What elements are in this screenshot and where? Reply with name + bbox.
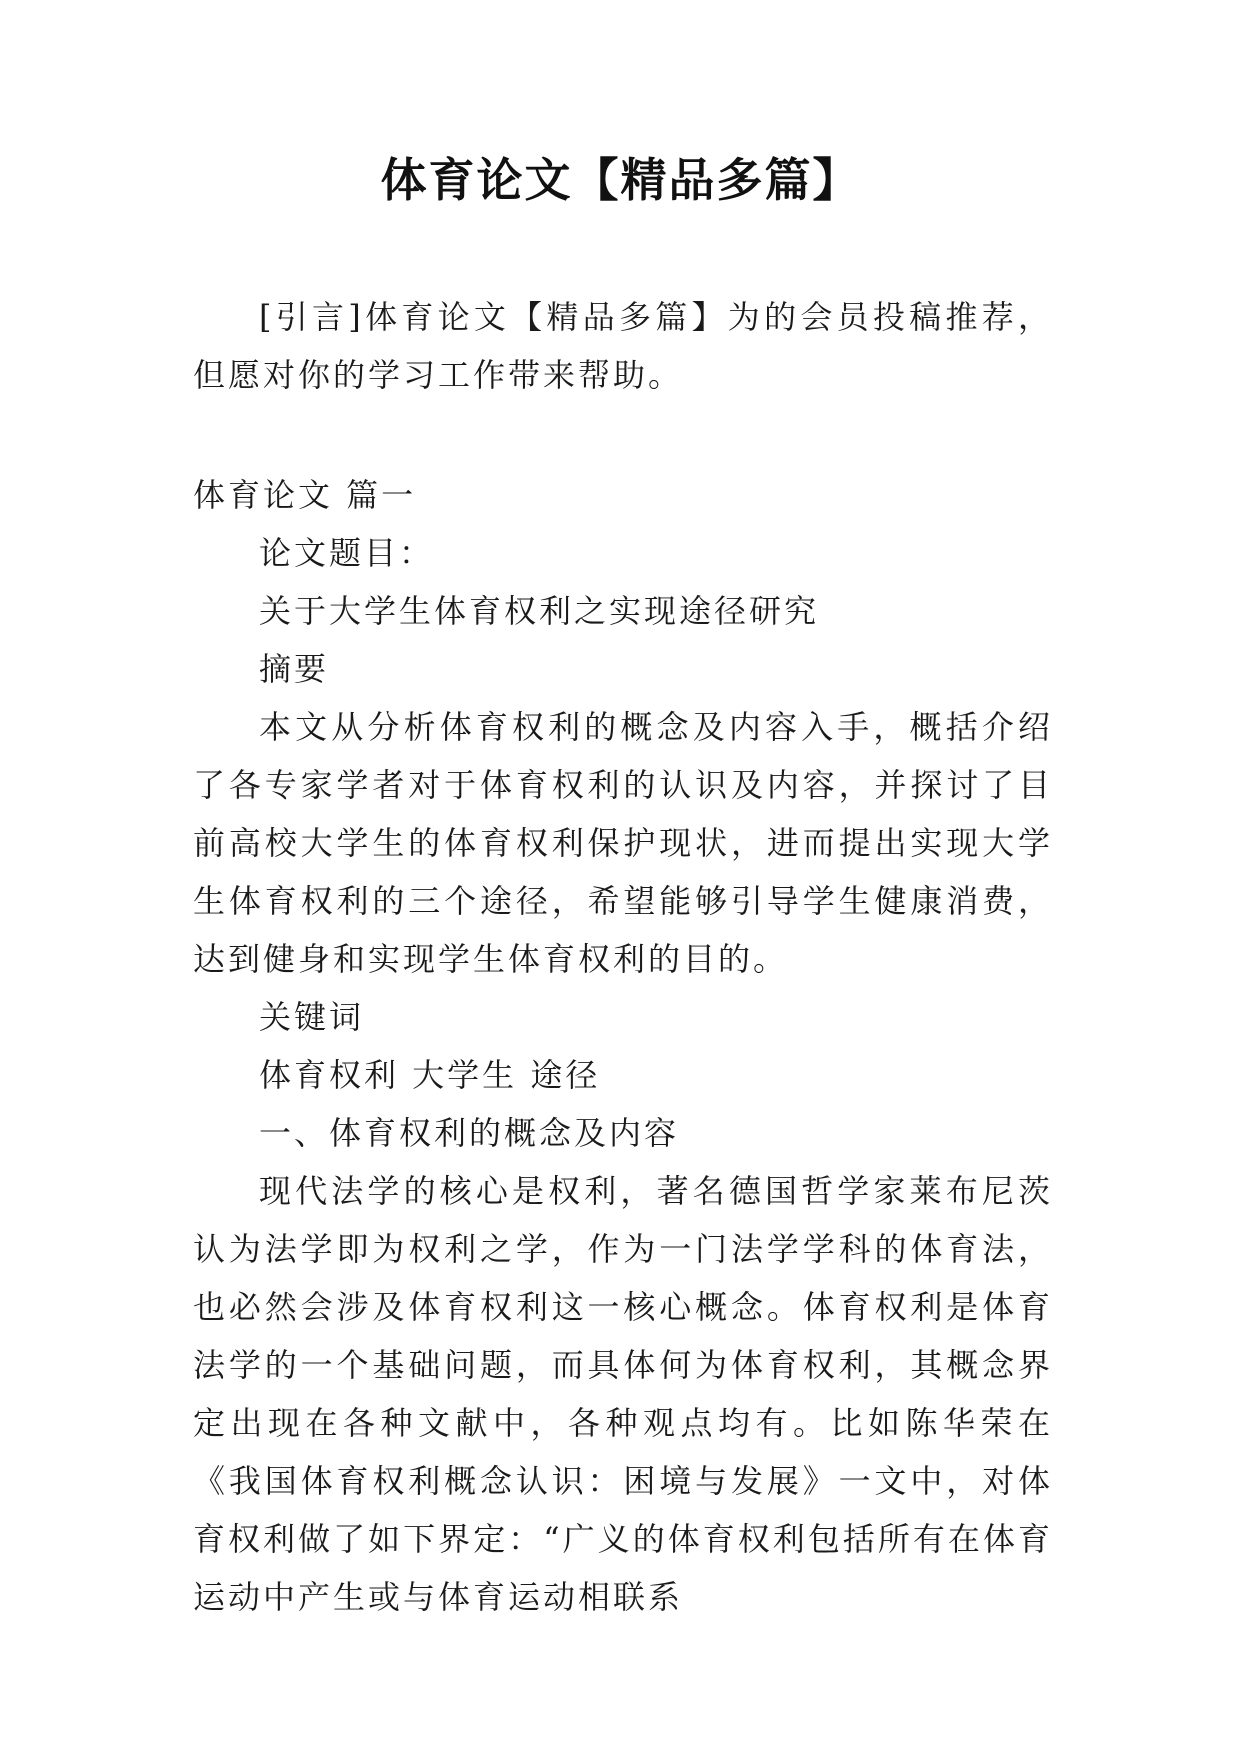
paper-title-label: 论文题目： bbox=[259, 534, 435, 572]
spacer bbox=[193, 404, 1053, 466]
abstract-heading: 摘要 bbox=[259, 650, 330, 688]
section-one-heading: 一、体育权利的概念及内容 bbox=[259, 1114, 680, 1152]
document-title: 体育论文【精品多篇】 bbox=[380, 153, 861, 207]
document-body bbox=[193, 288, 1053, 1626]
keywords-list: 体育权利 大学生 途径 bbox=[259, 1056, 601, 1094]
abstract-paragraph: 本文从分析体育权利的概念及内容入手，概括介绍了各专家学者对于体育权利的认识及内容，并探讨了目前高校大学生的体育权利保护现状，进而提出实现大学生体育权利的三个途径，希望能够引导学生健康消费，达到健身和实现学生体育权利的目的。 bbox=[193, 708, 1053, 978]
section-heading: 体育论文 篇一 bbox=[193, 476, 417, 514]
paper-title: 关于大学生体育权利之实现途径研究 bbox=[259, 592, 820, 630]
body-paragraph: 现代法学的核心是权利，著名德国哲学家莱布尼茨认为法学即为权利之学，作为一门法学学科的体育法，也必然会涉及体育权利这一核心概念。体育权利是体育法学的一个基础问题，而具体何为体育权利，其概念界定出现在各种文献中，各种观点均有。比如陈华荣在《我国体育权利概念认识：困境与发展》一文中，对体育权利做了如下界定：“广义的体育权利包括所有在体育运动中产生或与体育运动相联系 bbox=[193, 1172, 1053, 1616]
intro-paragraph: [引言]体育论文【精品多篇】为的会员投稿推荐，但愿对你的学习工作带来帮助。 bbox=[193, 298, 1053, 394]
keywords-heading: 关键词 bbox=[259, 998, 365, 1036]
